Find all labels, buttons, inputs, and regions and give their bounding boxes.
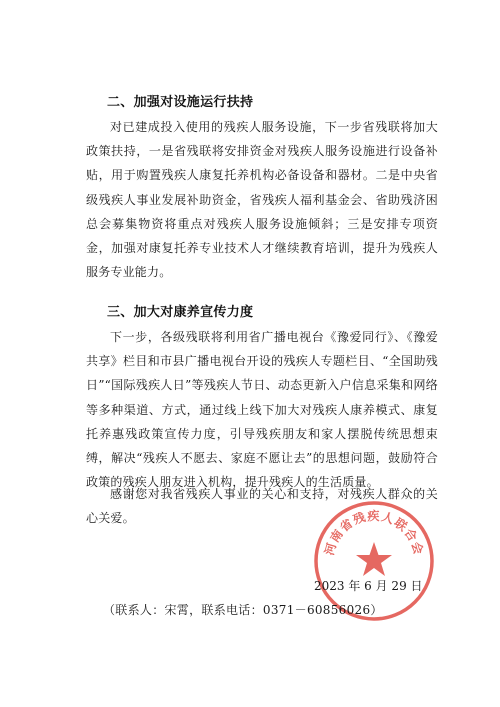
seal-star-icon — [356, 542, 392, 576]
section-3-body: 下一步，各级残联将利用省广播电视台《豫爱同行》、《豫爱共享》栏目和市县广播电视台开设的残疾人专题栏目、“全国助残日”“国际残疾人日”等残疾人节日、动态更新入户信息采集和网络等多种渠道、方式，通过线上线下加大对残疾人康养模式、康复托养惠残政策宣传力度，引导残疾朋友和家人摆脱传统思想束缚，解决“残疾人不愿去、家庭不愿让去”的思想问题，鼓励符合政策的残疾人朋友进入机构，提升残疾人的生活质量。 — [86, 330, 438, 490]
section-2-body: 对已建成投入使用的残疾人服务设施，下一步省残联将加大政策扶持，一是省残联将安排资金对残疾人服务设施进行设备补贴，用于购置残疾人康复托养机构必备设备和器材。二是中央省级残疾人事业发展补助资金，省残疾人福利基金会、省助残济困总会募集物资将重点对残疾人服务设施倾斜；三是安排专项资金，加强对康复托养专业技术人才继续教育培训，提升为残疾人服务专业能力。 — [86, 120, 438, 280]
seal-text: 河南省残疾人联合会 — [322, 509, 426, 557]
closing-paragraph: 感谢您对我省残疾人事业的关心和支持，对残疾人群众的关心关爱。 — [86, 487, 438, 526]
section-3-heading: 三、加大对康养宣传力度 — [107, 305, 254, 320]
contact-info: （联系人：宋霄，联系电话：0371－60856026） — [103, 603, 383, 617]
document-date: 2023 年 6 月 29 日 — [314, 579, 423, 593]
section-2-heading: 二、加强对设施运行扶持 — [107, 95, 254, 110]
